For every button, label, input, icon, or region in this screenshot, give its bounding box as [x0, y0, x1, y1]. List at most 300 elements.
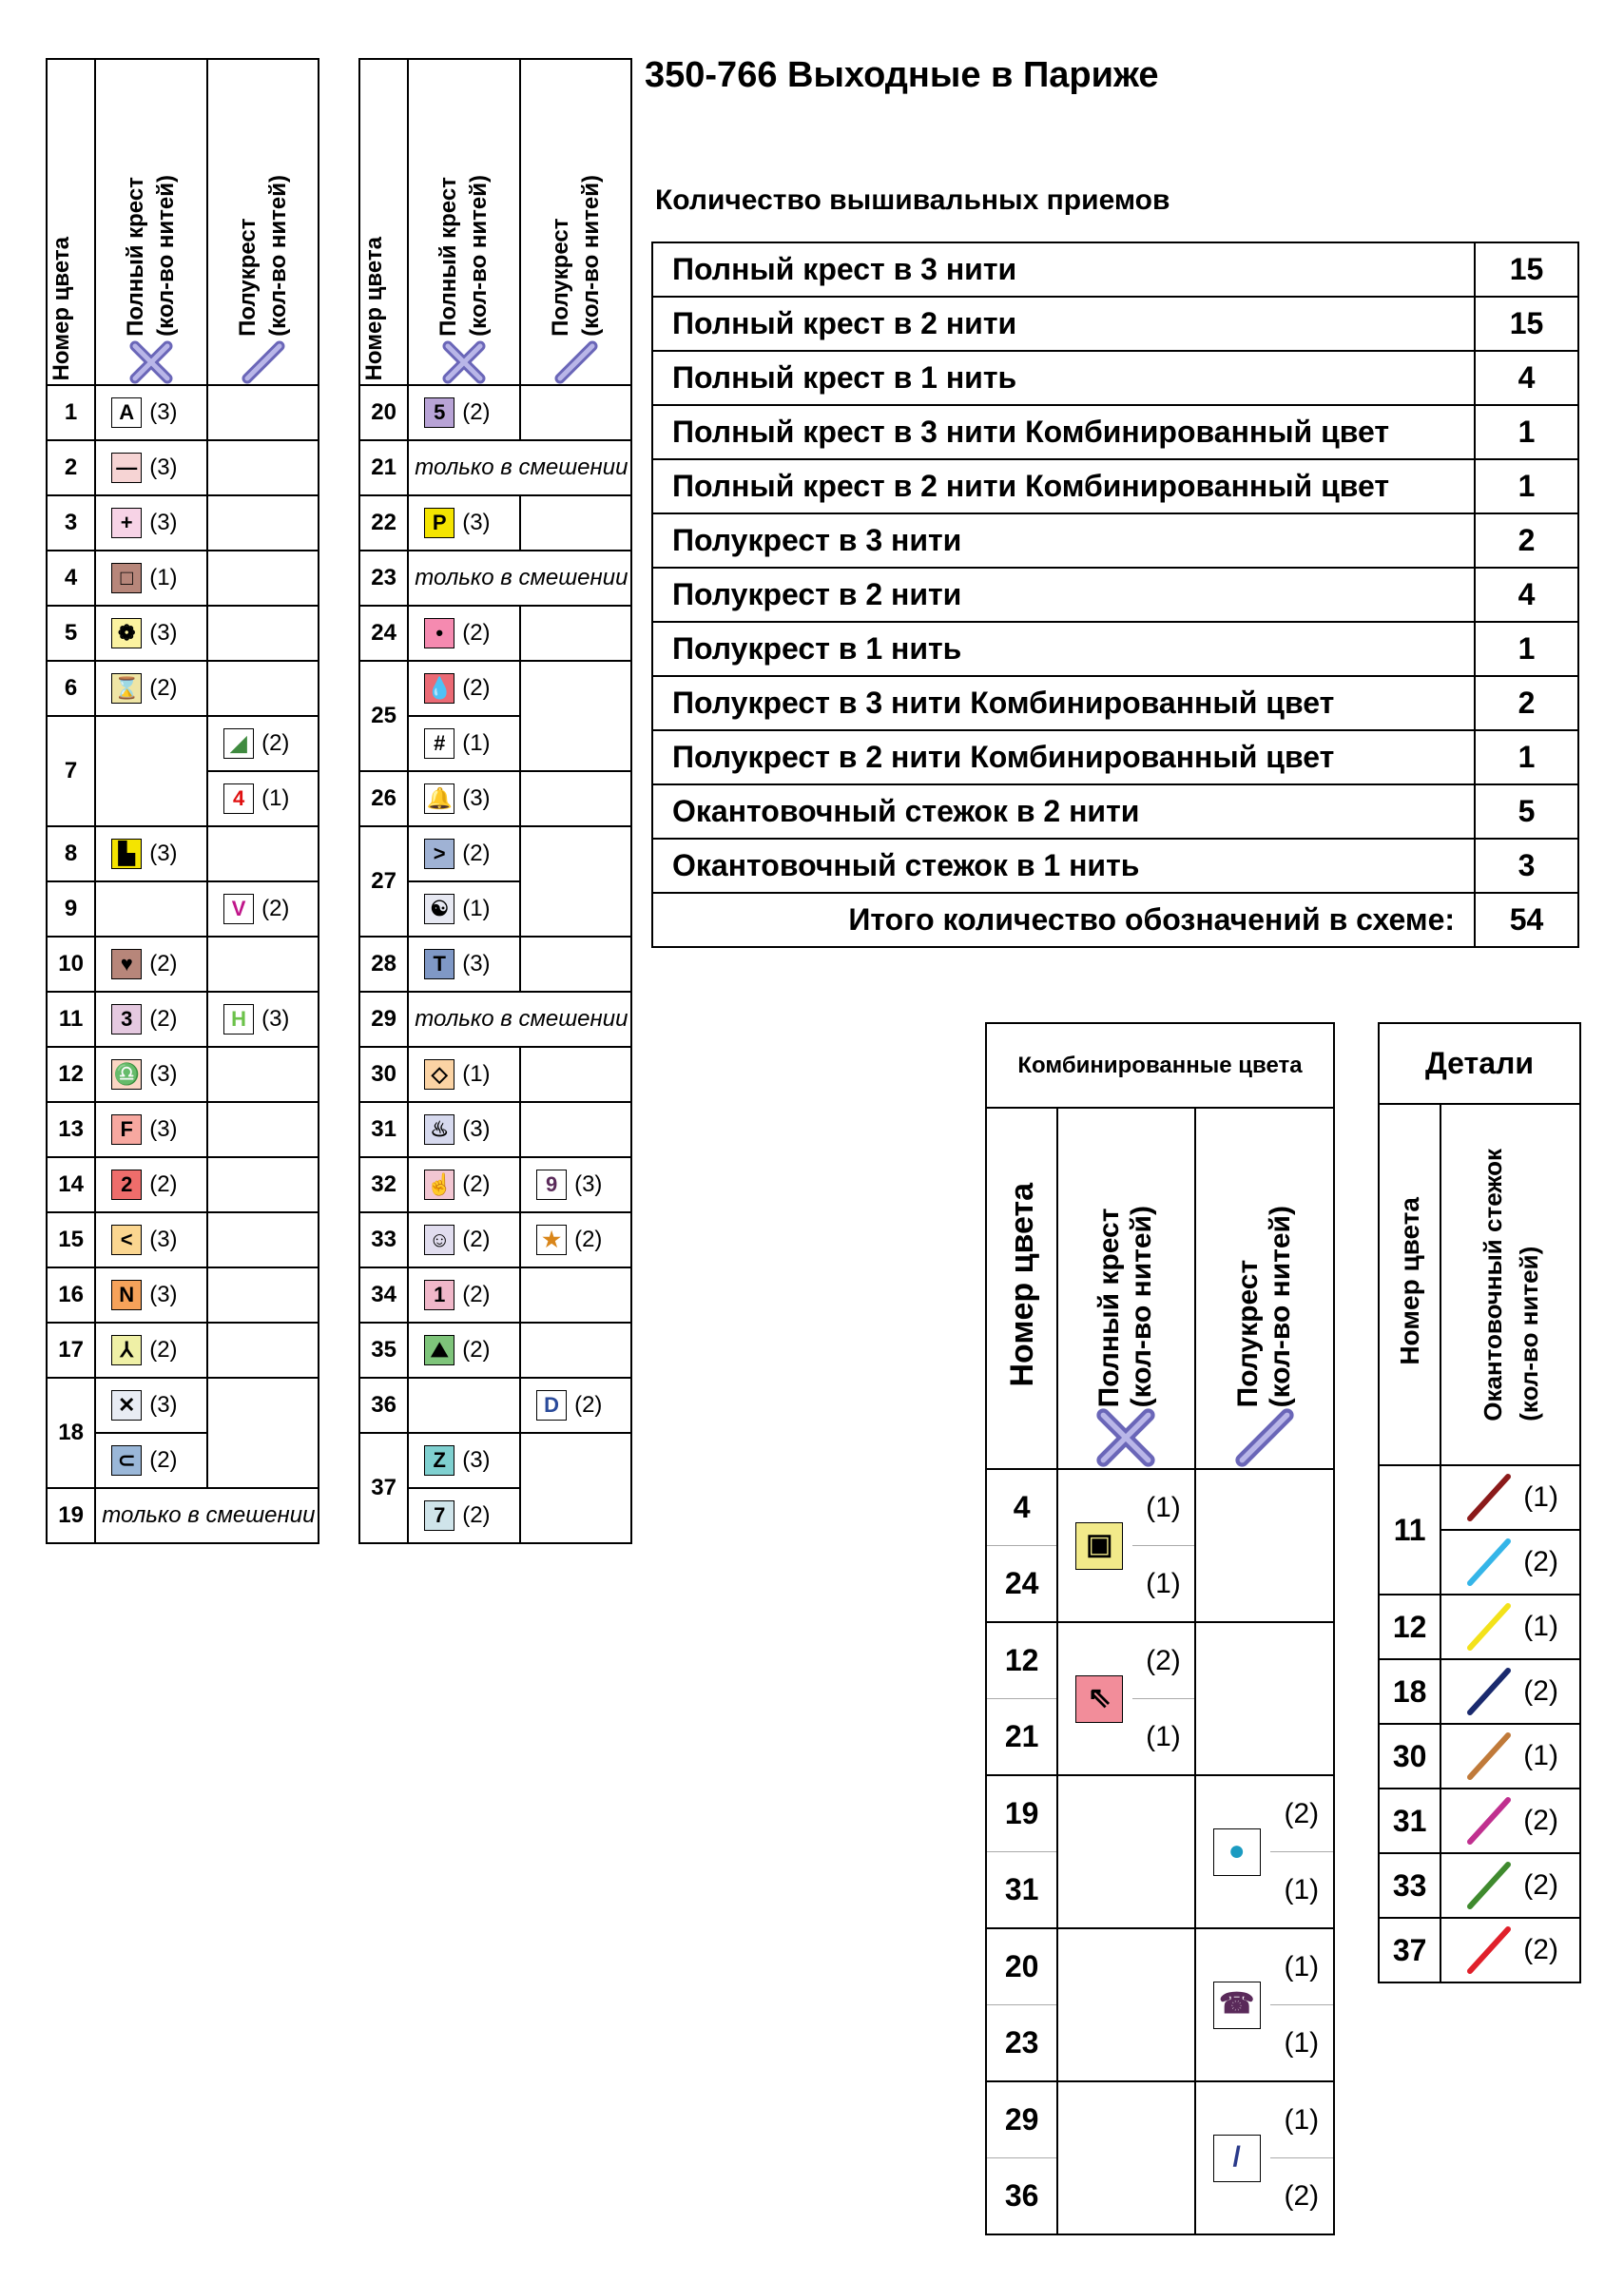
- full-cross-cell: [408, 385, 520, 440]
- full-cross-cell: [408, 937, 520, 992]
- color-number: 35: [359, 1323, 408, 1378]
- full-cross-symbol: ♥: [111, 949, 142, 979]
- summary-row: [652, 513, 1578, 568]
- thread-count: (3): [462, 1447, 491, 1473]
- full-cross-symbol: ♎: [111, 1059, 142, 1090]
- edge-stitch-cell: [1440, 1724, 1580, 1789]
- edge-stitch-line: [1462, 1730, 1516, 1783]
- full-cross-cell: [95, 826, 207, 881]
- full-cross-symbol: 2: [111, 1170, 142, 1200]
- half-cross-symbol: H: [223, 1004, 254, 1035]
- table-row: [359, 1323, 631, 1378]
- thread-count: (1): [1523, 1611, 1558, 1642]
- table-row: [47, 1047, 319, 1102]
- color-number: 36: [359, 1378, 408, 1433]
- combo-symbol: ●: [1213, 1828, 1261, 1876]
- full-cross-cell: [408, 826, 520, 881]
- thread-count: (3): [149, 1116, 178, 1142]
- table-row: [359, 992, 631, 1047]
- full-cross-symbol: ▙: [111, 839, 142, 869]
- full-cross-cell: [95, 1047, 207, 1102]
- half-cross-icon: [1234, 1407, 1295, 1468]
- thread-count: (2): [574, 1392, 603, 1418]
- combo-color-numbers: [986, 1928, 1057, 2081]
- thread-count: (2): [149, 1447, 178, 1473]
- half-cross-cell: [207, 1323, 319, 1378]
- edge-stitch-cell: [1440, 1918, 1580, 1982]
- full-cross-symbol: ♨: [424, 1114, 454, 1145]
- half-cross-symbol: 9: [536, 1170, 567, 1200]
- half-cross-cell: [207, 440, 319, 495]
- table-row: [47, 881, 319, 937]
- thread-count: (2): [1523, 1869, 1558, 1901]
- color-number: 36: [1004, 2178, 1039, 2213]
- table-row: [359, 1212, 631, 1267]
- summary-row: [652, 405, 1578, 459]
- half-cross-cell: [207, 937, 319, 992]
- edge-stitch-cell: [1440, 1789, 1580, 1853]
- thread-count: (2): [1523, 1675, 1558, 1707]
- full-cross-symbol: >: [424, 839, 454, 869]
- summary-table: [651, 242, 1579, 948]
- color-number: 9: [47, 881, 95, 937]
- edge-stitch-cell: [1440, 1595, 1580, 1659]
- thread-count: (3): [149, 1282, 178, 1307]
- color-number: 3: [47, 495, 95, 551]
- key-table-1: [46, 58, 319, 1544]
- thread-count: (2): [1523, 1546, 1558, 1577]
- half-cross-cell: [207, 385, 319, 440]
- thread-count: (1): [1523, 1481, 1558, 1513]
- half-cross-cell: [520, 661, 631, 771]
- full-cross-cell: [95, 881, 207, 937]
- combo-color-numbers: [986, 1469, 1057, 1622]
- thread-count: (3): [149, 399, 178, 425]
- summary-value: 1: [1475, 622, 1578, 676]
- color-number: 24: [1004, 1566, 1039, 1600]
- full-cross-symbol: F: [111, 1114, 142, 1145]
- combo-row: [986, 1622, 1334, 1775]
- combo-color-numbers: [986, 1775, 1057, 1928]
- mix-only-note: только в смешении: [408, 440, 631, 495]
- thread-count: (2): [149, 1337, 178, 1363]
- color-number: 17: [47, 1323, 95, 1378]
- thread-count: (1): [1284, 1873, 1320, 1905]
- full-cross-cell: [95, 1212, 207, 1267]
- thread-count: (3): [149, 841, 178, 866]
- summary-total-value: 54: [1475, 893, 1578, 947]
- thread-count: (3): [149, 1227, 178, 1252]
- table-row: [359, 1102, 631, 1157]
- table-row: [47, 440, 319, 495]
- thread-count: (2): [574, 1227, 603, 1252]
- color-number: 31: [1004, 1872, 1039, 1906]
- full-cross-cell: [95, 1102, 207, 1157]
- full-cross-cell: [1057, 1928, 1194, 2081]
- half-cross-symbol: 4: [223, 783, 254, 814]
- edge-stitch-cell: [1440, 1853, 1580, 1918]
- edge-stitch-line: [1462, 1859, 1516, 1912]
- full-cross-symbol: ☯: [424, 894, 454, 924]
- summary-row: [652, 568, 1578, 622]
- summary-label: Полукрест в 2 нити Комбинированный цвет: [652, 730, 1475, 784]
- thread-count: (2): [261, 896, 290, 921]
- half-cross-cell: [520, 771, 631, 826]
- color-number: 28: [359, 937, 408, 992]
- half-cross-cell: [520, 937, 631, 992]
- summary-total-row: [652, 893, 1578, 947]
- color-number: 18: [1379, 1659, 1440, 1724]
- full-cross-cell: [408, 1488, 520, 1543]
- thread-count: (1): [149, 565, 178, 590]
- color-number: 31: [359, 1102, 408, 1157]
- table-row: [359, 1047, 631, 1102]
- full-cross-symbol: ☝: [424, 1170, 454, 1200]
- color-number: 16: [47, 1267, 95, 1323]
- edge-stitch-line: [1462, 1665, 1516, 1718]
- full-cross-cell: [95, 1378, 207, 1433]
- half-cross-cell: [520, 1102, 631, 1157]
- full-cross-cell: [408, 1267, 520, 1323]
- full-cross-cell: [408, 716, 520, 771]
- thread-count: (3): [149, 454, 178, 480]
- color-number: 23: [359, 551, 408, 606]
- half-cross-cell: [207, 661, 319, 716]
- summary-label: Полный крест в 1 нить: [652, 351, 1475, 405]
- table-row: [359, 1157, 631, 1212]
- color-number: 12: [1379, 1595, 1440, 1659]
- color-number: 37: [1379, 1918, 1440, 1982]
- full-cross-cell: [95, 1267, 207, 1323]
- half-cross-cell: [207, 992, 319, 1047]
- thread-count: (3): [149, 510, 178, 535]
- color-number: 30: [1379, 1724, 1440, 1789]
- full-cross-symbol: +: [111, 508, 142, 538]
- full-cross-cell: [95, 551, 207, 606]
- half-cross-cell: [520, 1157, 631, 1212]
- full-cross-cell: [1057, 1622, 1194, 1775]
- mix-only-note: только в смешении: [408, 551, 631, 606]
- color-number: 24: [359, 606, 408, 661]
- summary-value: 2: [1475, 513, 1578, 568]
- full-cross-cell: [408, 1433, 520, 1488]
- edge-stitch-cell: [1440, 1659, 1580, 1724]
- half-cross-cell: [1195, 1469, 1334, 1622]
- half-cross-cell: [1195, 1622, 1334, 1775]
- color-number: 8: [47, 826, 95, 881]
- color-number: 10: [47, 937, 95, 992]
- full-cross-cell: [95, 716, 207, 826]
- full-cross-symbol: ⛰: [424, 1335, 454, 1365]
- full-cross-cell: [95, 1433, 207, 1488]
- header-color-number: Номер цвета: [986, 1108, 1057, 1469]
- summary-label: Полукрест в 1 нить: [652, 622, 1475, 676]
- thread-count: (2): [1284, 2179, 1320, 2212]
- color-number: 1: [47, 385, 95, 440]
- color-number: 6: [47, 661, 95, 716]
- color-number: 19: [47, 1488, 95, 1543]
- detail-row: [1379, 1918, 1580, 1982]
- combo-color-numbers: [986, 2081, 1057, 2234]
- table-row: [47, 1378, 319, 1433]
- summary-value: 1: [1475, 459, 1578, 513]
- half-cross-cell: [520, 1212, 631, 1267]
- full-cross-symbol: 5: [424, 397, 454, 428]
- page-title: 350-766 Выходные в Париже: [645, 55, 1159, 95]
- thread-count: (1): [1284, 2026, 1320, 2059]
- color-number: 37: [359, 1433, 408, 1543]
- table-row: [359, 1433, 631, 1488]
- full-cross-symbol: T: [424, 949, 454, 979]
- edge-stitch-line: [1462, 1600, 1516, 1653]
- combined-colors-title: Комбинированные цвета: [986, 1023, 1334, 1108]
- edge-stitch-line: [1462, 1924, 1516, 1977]
- table-row: [47, 1488, 319, 1543]
- thread-count: (3): [462, 1116, 491, 1142]
- detail-row: [1379, 1465, 1580, 1530]
- full-cross-symbol: Z: [424, 1445, 454, 1476]
- summary-label: Полный крест в 3 нити Комбинированный цвет: [652, 405, 1475, 459]
- full-cross-symbol: 1: [424, 1280, 454, 1310]
- header-half-cross: Полукрест (кол-во нитей): [1195, 1108, 1334, 1469]
- summary-row: [652, 459, 1578, 513]
- full-cross-cell: [95, 606, 207, 661]
- full-cross-icon: [442, 340, 486, 384]
- summary-value: 3: [1475, 839, 1578, 893]
- detail-row: [1379, 1789, 1580, 1853]
- color-number: 30: [359, 1047, 408, 1102]
- full-cross-symbol: #: [424, 728, 454, 759]
- thread-count: (2): [462, 1502, 491, 1528]
- summary-value: 1: [1475, 405, 1578, 459]
- table-row: [359, 606, 631, 661]
- full-cross-cell: [95, 1323, 207, 1378]
- color-number: 12: [47, 1047, 95, 1102]
- thread-count: (3): [574, 1171, 603, 1197]
- half-cross-cell: [207, 551, 319, 606]
- table-row: [47, 551, 319, 606]
- summary-row: [652, 676, 1578, 730]
- color-number: 34: [359, 1267, 408, 1323]
- full-cross-symbol: P: [424, 508, 454, 538]
- half-cross-cell: [207, 881, 319, 937]
- thread-count: (1): [1146, 1567, 1181, 1599]
- combined-colors-table: [985, 1022, 1335, 2235]
- full-cross-cell: [1057, 1469, 1194, 1622]
- combo-row: [986, 1928, 1334, 2081]
- summary-label: Полный крест в 3 нити: [652, 242, 1475, 297]
- header-color-number: Номер цвета: [359, 59, 408, 385]
- half-cross-icon: [242, 340, 285, 384]
- thread-count: (2): [149, 951, 178, 977]
- half-cross-cell: [207, 1212, 319, 1267]
- full-cross-cell: [95, 495, 207, 551]
- color-number: 26: [359, 771, 408, 826]
- color-number: 29: [987, 2082, 1056, 2158]
- half-cross-cell: [207, 1378, 319, 1488]
- color-number: 14: [47, 1157, 95, 1212]
- half-cross-symbol: ◢: [223, 728, 254, 759]
- summary-row: [652, 730, 1578, 784]
- header-full-cross: Полный крест (кол-во нитей): [95, 59, 207, 385]
- summary-label: Полукрест в 3 нити: [652, 513, 1475, 568]
- color-number: 15: [47, 1212, 95, 1267]
- color-number: 5: [47, 606, 95, 661]
- half-cross-symbol: V: [223, 894, 254, 924]
- half-cross-cell: [207, 1267, 319, 1323]
- summary-label: Полукрест в 3 нити Комбинированный цвет: [652, 676, 1475, 730]
- edge-stitch-line: [1462, 1471, 1516, 1524]
- color-number: 4: [47, 551, 95, 606]
- full-cross-cell: [95, 1157, 207, 1212]
- full-cross-symbol: <: [111, 1225, 142, 1255]
- table-row: [47, 1157, 319, 1212]
- summary-value: 4: [1475, 351, 1578, 405]
- half-cross-cell: [207, 1102, 319, 1157]
- summary-row: [652, 297, 1578, 351]
- header-full-cross: Полный крест (кол-во нитей): [408, 59, 520, 385]
- detail-row: [1379, 1853, 1580, 1918]
- half-cross-icon: [554, 340, 598, 384]
- half-cross-cell: [520, 385, 631, 440]
- half-cross-cell: [207, 495, 319, 551]
- header-color-number: Номер цвета: [1379, 1104, 1440, 1465]
- summary-label: Окантовочный стежок в 2 нити: [652, 784, 1475, 839]
- full-cross-symbol: ◇: [424, 1059, 454, 1090]
- thread-count: (1): [1523, 1740, 1558, 1771]
- thread-count: (3): [149, 620, 178, 646]
- table-row: [47, 716, 319, 771]
- table-row: [47, 385, 319, 440]
- table-row: [359, 385, 631, 440]
- thread-count: (2): [462, 1171, 491, 1197]
- header-half-cross: Полукрест (кол-во нитей): [520, 59, 631, 385]
- detail-row: [1379, 1724, 1580, 1789]
- table-row: [359, 1267, 631, 1323]
- thread-count: (2): [149, 1006, 178, 1032]
- half-cross-cell: [520, 826, 631, 937]
- thread-count: (2): [462, 841, 491, 866]
- thread-count: (2): [1523, 1934, 1558, 1965]
- full-cross-cell: [408, 661, 520, 716]
- full-cross-cell: [95, 440, 207, 495]
- table-row: [359, 495, 631, 551]
- full-cross-cell: [408, 1157, 520, 1212]
- full-cross-symbol: □: [111, 563, 142, 593]
- summary-value: 4: [1475, 568, 1578, 622]
- color-number: 11: [1379, 1465, 1440, 1595]
- details-title: Детали: [1379, 1023, 1580, 1104]
- half-cross-cell: [520, 495, 631, 551]
- color-number: 11: [47, 992, 95, 1047]
- table-row: [359, 771, 631, 826]
- summary-value: 1: [1475, 730, 1578, 784]
- half-cross-cell: [520, 1433, 631, 1543]
- combo-row: [986, 2081, 1334, 2234]
- summary-label: Полный крест в 2 нити Комбинированный цвет: [652, 459, 1475, 513]
- half-cross-cell: [520, 1378, 631, 1433]
- full-cross-icon: [1095, 1407, 1156, 1468]
- edge-stitch-cell: [1440, 1530, 1580, 1595]
- table-row: [47, 661, 319, 716]
- half-cross-cell: [207, 716, 319, 771]
- summary-value: 15: [1475, 242, 1578, 297]
- table-row: [47, 1212, 319, 1267]
- thread-count: (1): [462, 730, 491, 756]
- key-table-2: [358, 58, 632, 1544]
- full-cross-cell: [408, 606, 520, 661]
- thread-count: (2): [1523, 1805, 1558, 1836]
- color-number: 25: [359, 661, 408, 771]
- full-cross-symbol: ⌛: [111, 673, 142, 704]
- color-number: 21: [1004, 1719, 1039, 1753]
- color-number: 27: [359, 826, 408, 937]
- combo-row: [986, 1469, 1334, 1622]
- half-cross-cell: [1195, 1775, 1334, 1928]
- summary-value: 2: [1475, 676, 1578, 730]
- full-cross-cell: [95, 992, 207, 1047]
- full-cross-cell: [95, 937, 207, 992]
- color-number: 32: [359, 1157, 408, 1212]
- color-number: 13: [47, 1102, 95, 1157]
- half-cross-cell: [207, 826, 319, 881]
- thread-count: (3): [462, 510, 491, 535]
- summary-label: Окантовочный стежок в 1 нить: [652, 839, 1475, 893]
- full-cross-symbol: 3: [111, 1004, 142, 1035]
- summary-value: 5: [1475, 784, 1578, 839]
- half-cross-cell: [207, 1047, 319, 1102]
- summary-label: Полный крест в 2 нити: [652, 297, 1475, 351]
- full-cross-cell: [408, 1047, 520, 1102]
- table-row: [47, 937, 319, 992]
- combo-symbol: ⇖: [1075, 1675, 1123, 1723]
- thread-count: (2): [149, 1171, 178, 1197]
- edge-stitch-line: [1462, 1536, 1516, 1589]
- full-cross-symbol: ⅄: [111, 1335, 142, 1365]
- full-cross-symbol: ⊂: [111, 1445, 142, 1476]
- full-cross-cell: [408, 1323, 520, 1378]
- thread-count: (2): [462, 1282, 491, 1307]
- half-cross-symbol: D: [536, 1390, 567, 1421]
- combo-symbol: /: [1213, 2135, 1261, 2182]
- color-number: 2: [47, 440, 95, 495]
- color-number: 33: [1379, 1853, 1440, 1918]
- thread-count: (2): [1270, 1776, 1333, 1852]
- mix-only-note: только в смешении: [95, 1488, 319, 1543]
- edge-stitch-cell: [1440, 1465, 1580, 1530]
- full-cross-symbol: A: [111, 397, 142, 428]
- table-row: [359, 826, 631, 881]
- summary-value: 15: [1475, 297, 1578, 351]
- full-cross-symbol: N: [111, 1280, 142, 1310]
- table-row: [47, 826, 319, 881]
- half-cross-cell: [207, 1157, 319, 1212]
- half-cross-cell: [207, 771, 319, 826]
- thread-count: (2): [462, 675, 491, 701]
- thread-count: (2): [149, 675, 178, 701]
- full-cross-cell: [1057, 1775, 1194, 1928]
- color-number: 7: [47, 716, 95, 826]
- summary-total-label: Итого количество обозначений в схеме:: [652, 893, 1475, 947]
- half-cross-cell: [1195, 1928, 1334, 2081]
- color-number: 21: [359, 440, 408, 495]
- thread-count: (3): [261, 1006, 290, 1032]
- color-number: 22: [359, 495, 408, 551]
- full-cross-symbol: 🔔: [424, 783, 454, 814]
- thread-count: (3): [149, 1392, 178, 1418]
- table-row: [47, 1267, 319, 1323]
- summary-label: Полукрест в 2 нити: [652, 568, 1475, 622]
